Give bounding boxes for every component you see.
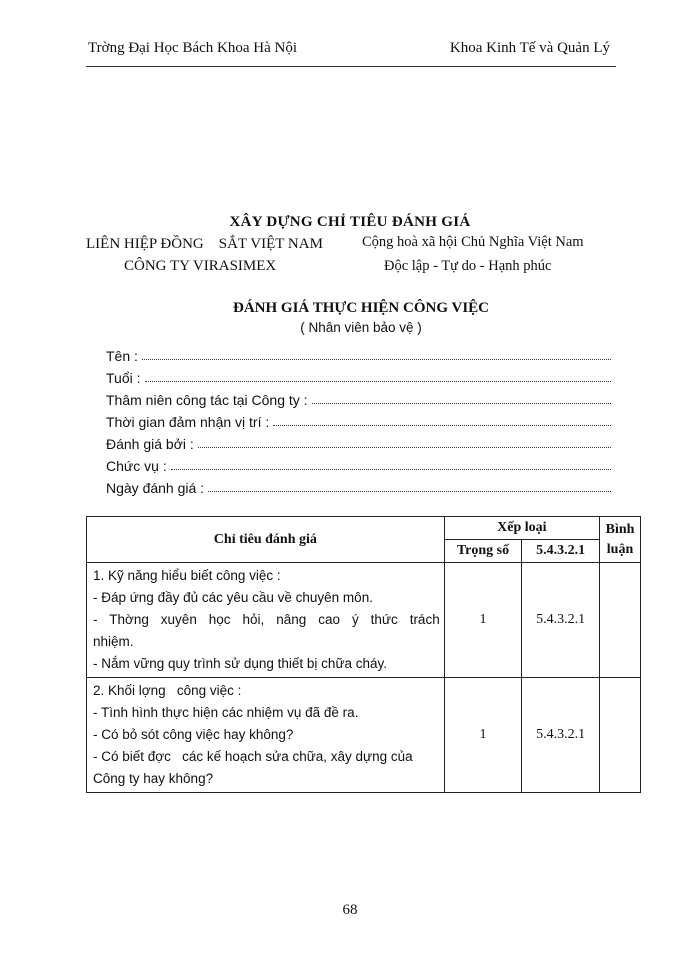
criteria-line: - Có biết đợc các kế hoạch sửa chữa, xây dựng của — [93, 749, 413, 764]
page-number: 68 — [342, 902, 358, 918]
dotted-line — [273, 425, 611, 426]
criteria-cell — [87, 678, 445, 793]
dotted-line — [145, 381, 612, 382]
criteria-line: Công ty hay không? — [93, 771, 214, 786]
scale-cell: 5.4.3.2.1 — [522, 678, 600, 793]
field-seniority[interactable] — [106, 388, 611, 408]
criteria-line: - Nắm vững quy trình sử dụng thiết bị chữa cháy. — [93, 656, 388, 671]
dotted-line — [198, 447, 611, 448]
criteria-line: - Đáp ứng đầy đủ các yêu cầu về chuyên môn. — [93, 590, 373, 605]
criteria-line: 2. Khối lợng công việc : — [93, 683, 242, 698]
org-name-line2: CÔNG TY VIRASIMEX — [124, 258, 277, 274]
national-motto-line2: Độc lập - Tự do - Hạnh phúc — [384, 258, 552, 274]
national-motto-line1: Cộng hoà xã hội Chủ Nghĩa Việt Nam — [362, 234, 584, 250]
dotted-line — [171, 469, 611, 470]
field-position[interactable] — [106, 454, 611, 474]
scale-cell: 5.4.3.2.1 — [522, 563, 600, 678]
form-title: ĐÁNH GIÁ THỰC HIỆN CÔNG VIỆC — [232, 300, 489, 316]
weight-cell: 1 — [444, 678, 522, 793]
criteria-line: - Tình hình thực hiện các nhiệm vụ đã đề ra. — [93, 705, 359, 720]
dotted-line — [312, 403, 611, 404]
field-label: Đánh giá bởi : — [106, 436, 194, 452]
field-label: Tuổi : — [106, 370, 141, 386]
evaluation-table — [86, 516, 641, 793]
field-label: Thời gian đảm nhận vị trí : — [106, 414, 270, 430]
field-label: Thâm niên công tác tại Công ty : — [106, 392, 308, 408]
field-label: Tên : — [106, 348, 138, 364]
criteria-line: - Có bỏ sót công việc hay không? — [93, 727, 294, 742]
criteria-line: - Thờng xuyên học hỏi, nâng cao ý thức trách — [93, 612, 440, 627]
dotted-line — [142, 359, 611, 360]
comment-cell[interactable] — [600, 563, 641, 678]
table-row — [87, 678, 641, 793]
criteria-line: nhiệm. — [93, 634, 134, 649]
header-comment-line2: luận — [606, 541, 634, 557]
org-name-line1: LIÊN HIỆP ĐỒNG SẮT VIỆT NAM — [86, 236, 323, 252]
form-subtitle: ( Nhân viên bảo vệ ) — [300, 320, 422, 335]
main-title: XÂY DỰNG CHỈ TIÊU ĐÁNH GIÁ — [229, 214, 471, 230]
header-rule — [86, 66, 616, 67]
header-criteria: Chỉ tiêu đánh giá — [87, 517, 445, 563]
criteria-cell — [87, 563, 445, 678]
field-time-in-position[interactable] — [106, 410, 611, 430]
header-weight: Trọng số — [444, 540, 522, 563]
table-row — [87, 563, 641, 678]
field-evaluation-date[interactable] — [106, 476, 611, 496]
field-label: Ngày đánh giá : — [106, 480, 205, 496]
field-age[interactable] — [106, 366, 611, 386]
header-comment — [600, 517, 641, 563]
comment-cell[interactable] — [600, 678, 641, 793]
header-scale: 5.4.3.2.1 — [522, 540, 600, 563]
field-evaluated-by[interactable] — [106, 432, 611, 452]
header-comment-line1: Bình — [605, 521, 635, 537]
header-faculty: Khoa Kinh Tế và Quản Lý — [449, 40, 610, 56]
dotted-line — [208, 491, 611, 492]
weight-cell: 1 — [444, 563, 522, 678]
field-label: Chức vụ : — [106, 458, 167, 474]
field-name[interactable] — [106, 344, 611, 364]
header-school: Trờng Đại Học Bách Khoa Hà Nội — [88, 40, 298, 56]
criteria-line: 1. Kỹ năng hiểu biết công việc : — [93, 568, 281, 583]
header-rating: Xếp loại — [444, 517, 599, 540]
